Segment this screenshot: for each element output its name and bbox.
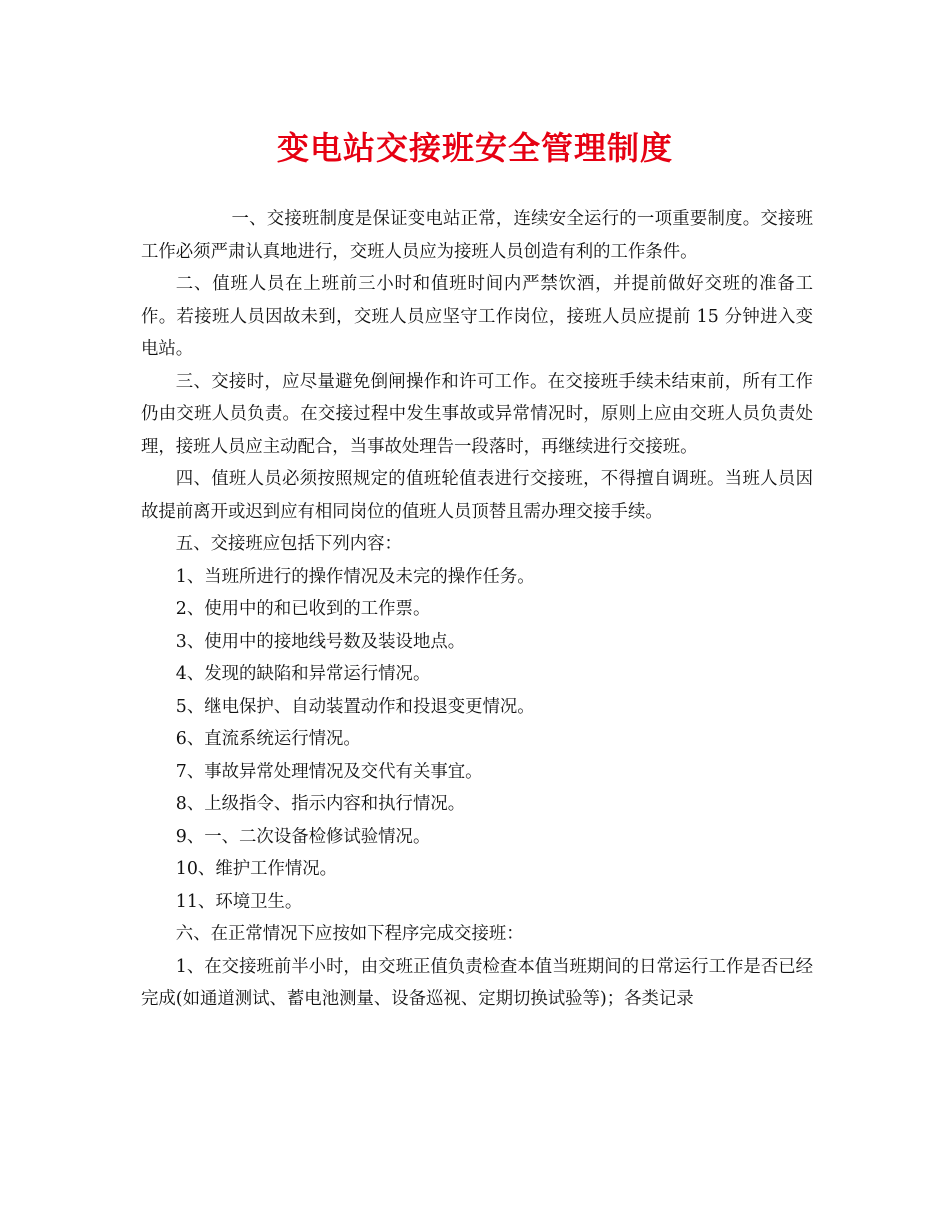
document-title: 变电站交接班安全管理制度 [276, 129, 673, 167]
paragraph-5: 五、交接班应包括下列内容： [175, 534, 402, 554]
paragraph-6: 六、在正常情况下应按如下程序完成交接班： [175, 924, 524, 944]
list-item: 3、使用中的接地线号数及装设地点。 [175, 631, 466, 652]
list-item: 1、当班所进行的操作情况及未完的操作任务。 [175, 566, 535, 587]
list-item: 8、上级指令、指示内容和执行情况。 [175, 794, 466, 814]
list-item: 2、使用中的和已收到的工作票。 [175, 599, 431, 619]
list-item: 6、直流系统运行情况。 [175, 729, 361, 749]
paragraph-3: 三、交接时，应尽量避免倒闸操作和许可工作。在交接班手续未结束前，所有工作仍由交班人员负责。在交接过程中发生事故或异常情况时，原则上应由交班人员负责处理，接班人员应主动配合，当事故处理告一段落时，再继续进行交接班。 [141, 371, 813, 457]
list-item: 4、发现的缺陷和异常运行情况。 [175, 664, 431, 684]
paragraph-4: 四、值班人员必须按照规定的值班轮值表进行交接班，不得擅自调班。当班人员因故提前离开或迟到应有相同岗位的值班人员顶替且需办理交接手续。 [141, 469, 813, 522]
list-item: 10、维护工作情况。 [175, 859, 338, 879]
list-item: 11、环境卫生。 [175, 891, 303, 912]
list-item: 9、一、二次设备检修试验情况。 [175, 826, 431, 847]
paragraph-1: 一、交接班制度是保证变电站正常，连续安全运行的一项重要制度。交接班工作必须严肃认真地进行，交班人员应为接班人员创造有利的工作条件。 [141, 209, 813, 262]
paragraph-2: 二、值班人员在上班前三小时和值班时间内严禁饮酒，并提前做好交班的准备工作。若接班人员因故未到，交班人员应坚守工作岗位，接班人员应提前 15 分钟进入变电站。 [141, 274, 813, 359]
list-item: 7、事故异常处理情况及交代有关事宜。 [175, 761, 483, 782]
document-body [141, 203, 813, 1016]
paragraph-7: 1、在交接班前半小时，由交班正值负责检查本值当班期间的日常运行工作是否已经完成(如通道测试、蓄电池测量、设备巡视、定期切换试验等)；各类记录 [141, 956, 813, 1009]
list-item: 5、继电保护、自动装置动作和投退变更情况。 [175, 696, 535, 717]
